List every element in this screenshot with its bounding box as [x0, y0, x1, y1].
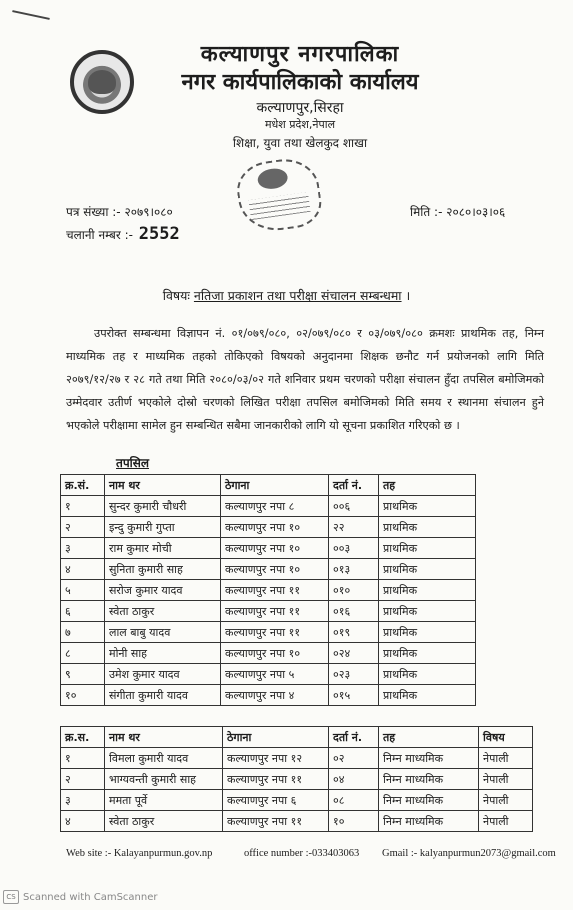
table-row [61, 790, 533, 811]
table-cell: १० [61, 685, 105, 706]
table-cell: ०१६ [329, 601, 379, 622]
column-header: क्र.स. [61, 727, 105, 748]
table-header-row [61, 475, 476, 496]
scanner-watermark [3, 890, 158, 904]
table-row [61, 559, 476, 580]
table-cell: निम्न माध्यमिक [379, 811, 479, 832]
table-cell: निम्न माध्यमिक [379, 790, 479, 811]
subject-line [0, 287, 573, 304]
table-cell: सुन्दर कुमारी चौधरी [105, 496, 221, 517]
table-cell: विमला कुमारी यादव [105, 748, 223, 769]
stamp-emblem [256, 167, 288, 191]
subject-text: नतिजा प्रकाशन तथा परीक्षा संचालन सम्बन्धमा [193, 288, 402, 303]
table-cell: प्राथमिक [379, 580, 476, 601]
table-row [61, 517, 476, 538]
government-emblem-icon [70, 50, 134, 114]
table-cell: निम्न माध्यमिक [379, 769, 479, 790]
column-header: नाम थर [105, 727, 223, 748]
table-row [61, 811, 533, 832]
table-cell: कल्याणपुर नपा ५ [221, 664, 329, 685]
table-row [61, 580, 476, 601]
subject-label: विषयः [162, 288, 190, 303]
table-cell: मोनी साह [105, 643, 221, 664]
table-cell: २२ [329, 517, 379, 538]
table-row [61, 622, 476, 643]
camscanner-icon: CS [3, 890, 19, 904]
dispatch-number-label: चलानी नम्बर :- [66, 228, 133, 242]
table-cell: भाग्यवन्ती कुमारी साह [105, 769, 223, 790]
table-cell: उमेश कुमार यादव [105, 664, 221, 685]
table-cell: ००३ [329, 538, 379, 559]
table-cell: ०२४ [329, 643, 379, 664]
table-cell: ७ [61, 622, 105, 643]
dispatch-number [66, 224, 180, 244]
table-row [61, 601, 476, 622]
table-cell: लाल बाबु यादव [105, 622, 221, 643]
table-cell: ८ [61, 643, 105, 664]
stamp-text-lines [248, 192, 310, 220]
table-row [61, 496, 476, 517]
column-header: ठेगाना [221, 475, 329, 496]
table-cell: प्राथमिक [379, 517, 476, 538]
table-cell: १ [61, 748, 105, 769]
column-header: तह [379, 475, 476, 496]
table-cell: ०१० [329, 580, 379, 601]
gmail-info: Gmail :- kalyanpurmun2073@gmail.com [382, 848, 556, 859]
table-cell: कल्याणपुर नपा ११ [223, 769, 329, 790]
table-row [61, 643, 476, 664]
pen-mark [12, 10, 50, 20]
table-cell: कल्याणपुर नपा ११ [221, 580, 329, 601]
notice-body: उपरोक्त सम्बन्धमा विज्ञापन नं. ०१/०७९/०८०, ०२/०७९/०८० र ०३/०७९/०८० क्रमशः प्राथमिक तह, निम्न माध्यमिक तह र माध्यमिक तहको तोकिएको विषयको अनुदानमा शिक्षक छनौट गर्न प्रयोजनको लागि मिति २०७९/१२/२७ र २८ गते तथा मिति २०८०/०३/०२ गते शनिवार प्रथम चरणको परीक्षा संचालन हुँदा तपसिल बमोजिमको उम्मेदवार उतीर्ण भएकोले दोस्रो चरणको लिखित परीक्षा तपसिल बमोजिमको मिति समय र स्थानमा संचालन हुने भएकोले परीक्षामा सामेल हुन सम्बन्धित सबैमा जानकारीको लागि यो सूचना प्रकाशित गरिएको छ । [66, 327, 544, 432]
table-cell: कल्याणपुर नपा ११ [221, 622, 329, 643]
dispatch-number-value: 2552 [138, 224, 180, 244]
table-cell: प्राथमिक [379, 559, 476, 580]
table-cell: १० [329, 811, 379, 832]
table-cell: ०२३ [329, 664, 379, 685]
subject-end: । [401, 288, 411, 303]
table-cell: ०८ [329, 790, 379, 811]
table-cell: १ [61, 496, 105, 517]
province-name: मधेश प्रदेश,नेपाल [264, 118, 336, 131]
table-cell: सुनिता कुमारी साह [105, 559, 221, 580]
letter-number-value: २०७९।०८० [124, 205, 173, 219]
table-cell: ५ [61, 580, 105, 601]
office-location: कल्याणपुर,सिरहा [256, 100, 344, 116]
table-cell: कल्याणपुर नपा १२ [223, 748, 329, 769]
table-cell: कल्याणपुर नपा ११ [223, 811, 329, 832]
office-name: नगर कार्यपालिकाको कार्यालय [181, 70, 419, 95]
table-row [61, 685, 476, 706]
table-cell: ०४ [329, 769, 379, 790]
table-cell: संगीता कुमारी यादव [105, 685, 221, 706]
column-header: नाम थर [105, 475, 221, 496]
table-cell: २ [61, 769, 105, 790]
table-cell: प्राथमिक [379, 496, 476, 517]
table-cell: स्वेता ठाकुर [105, 601, 221, 622]
municipality-name: कल्याणपुर नगरपालिका [200, 42, 400, 67]
table-cell: २ [61, 517, 105, 538]
table-row [61, 769, 533, 790]
table-cell: ६ [61, 601, 105, 622]
column-header: विषय [479, 727, 533, 748]
office-phone: office number :-033403063 [244, 848, 360, 859]
table-cell: ३ [61, 790, 105, 811]
table-cell: ३ [61, 538, 105, 559]
table-cell: कल्याणपुर नपा ८ [221, 496, 329, 517]
table-cell: ४ [61, 559, 105, 580]
table-cell: प्राथमिक [379, 538, 476, 559]
table-row [61, 538, 476, 559]
table-cell: प्राथमिक [379, 601, 476, 622]
table-cell: निम्न माध्यमिक [379, 748, 479, 769]
table-body [61, 496, 476, 706]
table-row [61, 664, 476, 685]
table-cell: प्राथमिक [379, 685, 476, 706]
date-value: २०८०।०३।०६ [446, 205, 506, 219]
table-cell: नेपाली [479, 748, 533, 769]
column-header: क्र.सं. [61, 475, 105, 496]
website-info: Web site :- Kalayanpurmun.gov.np [66, 848, 213, 859]
table-cell: कल्याणपुर नपा १० [221, 559, 329, 580]
column-header: दर्ता नं. [329, 727, 379, 748]
table-cell: नेपाली [479, 769, 533, 790]
letter-number [66, 203, 173, 220]
table-cell: नेपाली [479, 811, 533, 832]
table-cell: ९ [61, 664, 105, 685]
table-cell: ०१३ [329, 559, 379, 580]
table-cell: कल्याणपुर नपा ४ [221, 685, 329, 706]
date-label: मिति :- [410, 205, 443, 219]
table-body [61, 748, 533, 832]
table-cell: प्राथमिक [379, 622, 476, 643]
lower-secondary-results-table [60, 726, 533, 832]
table-cell: कल्याणपुर नपा ६ [223, 790, 329, 811]
table-cell: ०२ [329, 748, 379, 769]
table-cell: ममता पूर्वे [105, 790, 223, 811]
table-row [61, 748, 533, 769]
office-seal-stamp [234, 155, 325, 236]
column-header: दर्ता नं. [329, 475, 379, 496]
table-cell: ००६ [329, 496, 379, 517]
details-heading: तपसिल [116, 456, 150, 470]
table-cell: कल्याणपुर नपा १० [221, 538, 329, 559]
scanner-text: Scanned with CamScanner [23, 891, 158, 903]
table-cell: राम कुमार मोची [105, 538, 221, 559]
table-cell: नेपाली [479, 790, 533, 811]
table-cell: ४ [61, 811, 105, 832]
emblem-center [88, 70, 116, 94]
table-cell: कल्याणपुर नपा १० [221, 517, 329, 538]
table-cell: ०१९ [329, 622, 379, 643]
letter-number-label: पत्र संख्या :- [66, 205, 121, 219]
table-cell: कल्याणपुर नपा ११ [221, 601, 329, 622]
table-cell: सरोज कुमार यादव [105, 580, 221, 601]
date [410, 203, 505, 220]
table-cell: इन्दु कुमारी गुप्ता [105, 517, 221, 538]
table-cell: कल्याणपुर नपा १० [221, 643, 329, 664]
branch-name: शिक्षा, युवा तथा खेलकुद शाखा [232, 136, 368, 150]
table-cell: स्वेता ठाकुर [105, 811, 223, 832]
table-cell: ०१५ [329, 685, 379, 706]
table-cell: प्राथमिक [379, 664, 476, 685]
column-header: तह [379, 727, 479, 748]
primary-results-table [60, 474, 476, 706]
table-cell: प्राथमिक [379, 643, 476, 664]
table-header-row [61, 727, 533, 748]
column-header: ठेगाना [223, 727, 329, 748]
